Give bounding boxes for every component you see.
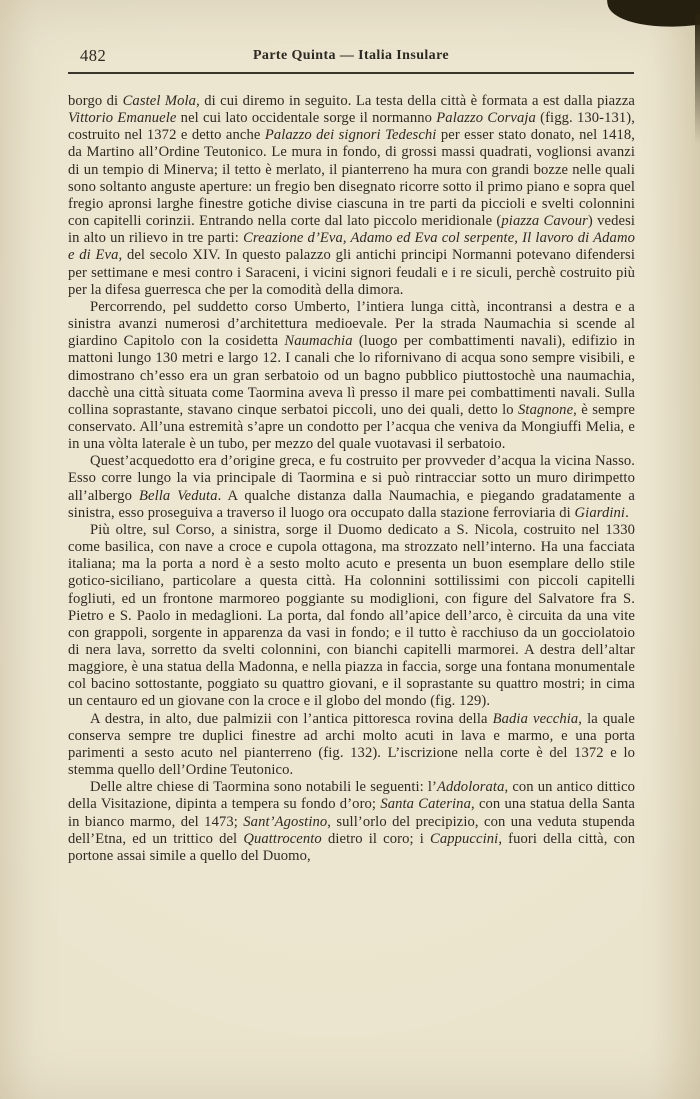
header-rule <box>68 72 634 74</box>
page-number: 482 <box>80 46 107 65</box>
paragraph-1: borgo di Castel Mola, di cui diremo in seguito. La testa della città è formata a est dalla piazza Vittorio Emanuele nel cui lato occidentale sorge il normanno Palazzo Corvaja (figg. 130-131), costruito nel 1372 e detto anche Palazzo dei signori Tedeschi per esser stato donato, nel 1418, da Martino all’Ordine Teutonico. Le mura in fondo, di grossi massi quadrati, voglionsi avanzi di un tempio di Minerva; il tetto è merlato, il pianterreno ha mura con grandi bozze nelle quali sono soltanto anguste aperture: un fregio ben disegnato ricorre sotto il primo piano e sopra quel fregio apronsi larghe finestre gotiche divise ciascuna in tre parti da piccioli e svelti colonnini con capitelli corinzii. Entrando nella corte dal lato piccolo meridionale (piazza Cavour) vedesi in alto un rilievo in tre parti: Creazione d’Eva, Adamo ed Eva col serpente, Il lavoro di Adamo e di Eva, del secolo XIV. In questo palazzo gli antichi principi Normanni potevano difendersi per settimane e mesi contro i Saraceni, i vicini signori feudali e i re siculi, perchè costruito più per la difesa guerresca che per la comodità della dimora. <box>68 93 636 298</box>
scan-edge-streak <box>695 14 700 144</box>
paragraph-3: Quest’acquedotto era d’origine greca, e fu costruito per provveder d’acqua la vicina Nasso. Esso corre lungo la via principale di Taormina e si può rintracciar sotto un muro dirimpetto all’albergo Bella Veduta. A qualche distanza dalla Naumachia, e piegando gradatamente a sinistra, esso proseguiva a traverso il luogo ora occupato dalla stazione ferroviaria di Giardini. <box>68 453 635 521</box>
paragraph-2: Percorrendo, pel suddetto corso Umberto, l’intiera lunga città, incontransi a destra e a sinistra avanzi numerosi d’architettura medioevale. Per la strada Naumachia si scende al giardino Capitolo con la cosidetta Naumachia (luogo per combattimenti navali), edifizio in mattoni lungo 130 metri e largo 12. I canali che lo rifornivano di acqua sono sempre visibili, e dimostrano ch’esso era un gran serbatoio od un bagno pubblico piuttostochè una naumachia, dacchè una città situata come Taormina aveva lì presso il mare pei combattimenti navali. Sulla collina soprastante, stavano cinque serbatoi piccoli, uno dei quali, detto lo Stagnone, è sempre conservato. All’una estremità s’apre un condotto per l’acqua che veniva da Mongiuffi Melia, e in una vòlta laterale è un tubo, per mezzo del quale vuotavasi il serbatoio. <box>68 298 635 453</box>
paragraph-6: Delle altre chiese di Taormina sono notabili le seguenti: l’Addolorata, con un antico dittico della Visitazione, dipinta a tempera su fondo d’oro; Santa Caterina, con una statua della Santa in bianco marmo, del 1473; Sant’Agostino, sull’orlo del precipizio, con una veduta stupenda dell’Etna, ed un trittico del Quattrocento dietro il coro; i Cappuccini, fuori della città, con portone assai simile a quello del Duomo, <box>68 779 636 864</box>
body-text <box>68 93 635 865</box>
paragraph-5: A destra, in alto, due palmizii con l’antica pittoresca rovina della Badia vecchia, la quale conserva sempre tre duplici finestre ad archi molto acuti in lava e marmo, e una porta parimenti a sesto acuto nel pianterreno (fig. 132). L’iscrizione nella corte è del 1372 e lo stemma quello dell’Ordine Teutonico. <box>68 710 635 779</box>
paragraph-4: Più oltre, sul Corso, a sinistra, sorge il Duomo dedicato a S. Nicola, costruito nel 1330 come basilica, con nave a croce e cupola ottagona, ma strozzato nell’interno. Ha una facciata italiana; ma la porta a nord è a sesto molto acuto e presenta un buon esemplare dello stile gotico-siciliano, particolare a questa città. Ha colonnini sottilissimi con piccoli capitelli fogliuti, ed un frontone marmoreo poggiante su modiglioni, con figure del Salvatore fra S. Pietro e S. Paolo in medaglioni. La porta, dal fondo all’apice dell’arco, è circuita da una vite con grappoli, sorgente in apparenza da vasi in fondo; e il tutto è racchiuso da un gocciolatoio di nera lava, sorretto da svelti colonnini, con bianchi capitelli marmorei. A destra dell’altar maggiore, è una statua della Madonna, e nella piazza in faccia, sorge una fontana monumentale col bacino sottostante, poggiato su quattro giovani, e il soprastante su quattro mostri; in cima un centauro ed un giovane con la croce e il globo del mondo (fig. 129). <box>68 521 635 710</box>
page-header <box>68 46 634 68</box>
scan-corner-mark <box>606 0 700 34</box>
running-title: Parte Quinta — Italia Insulare <box>252 48 450 63</box>
